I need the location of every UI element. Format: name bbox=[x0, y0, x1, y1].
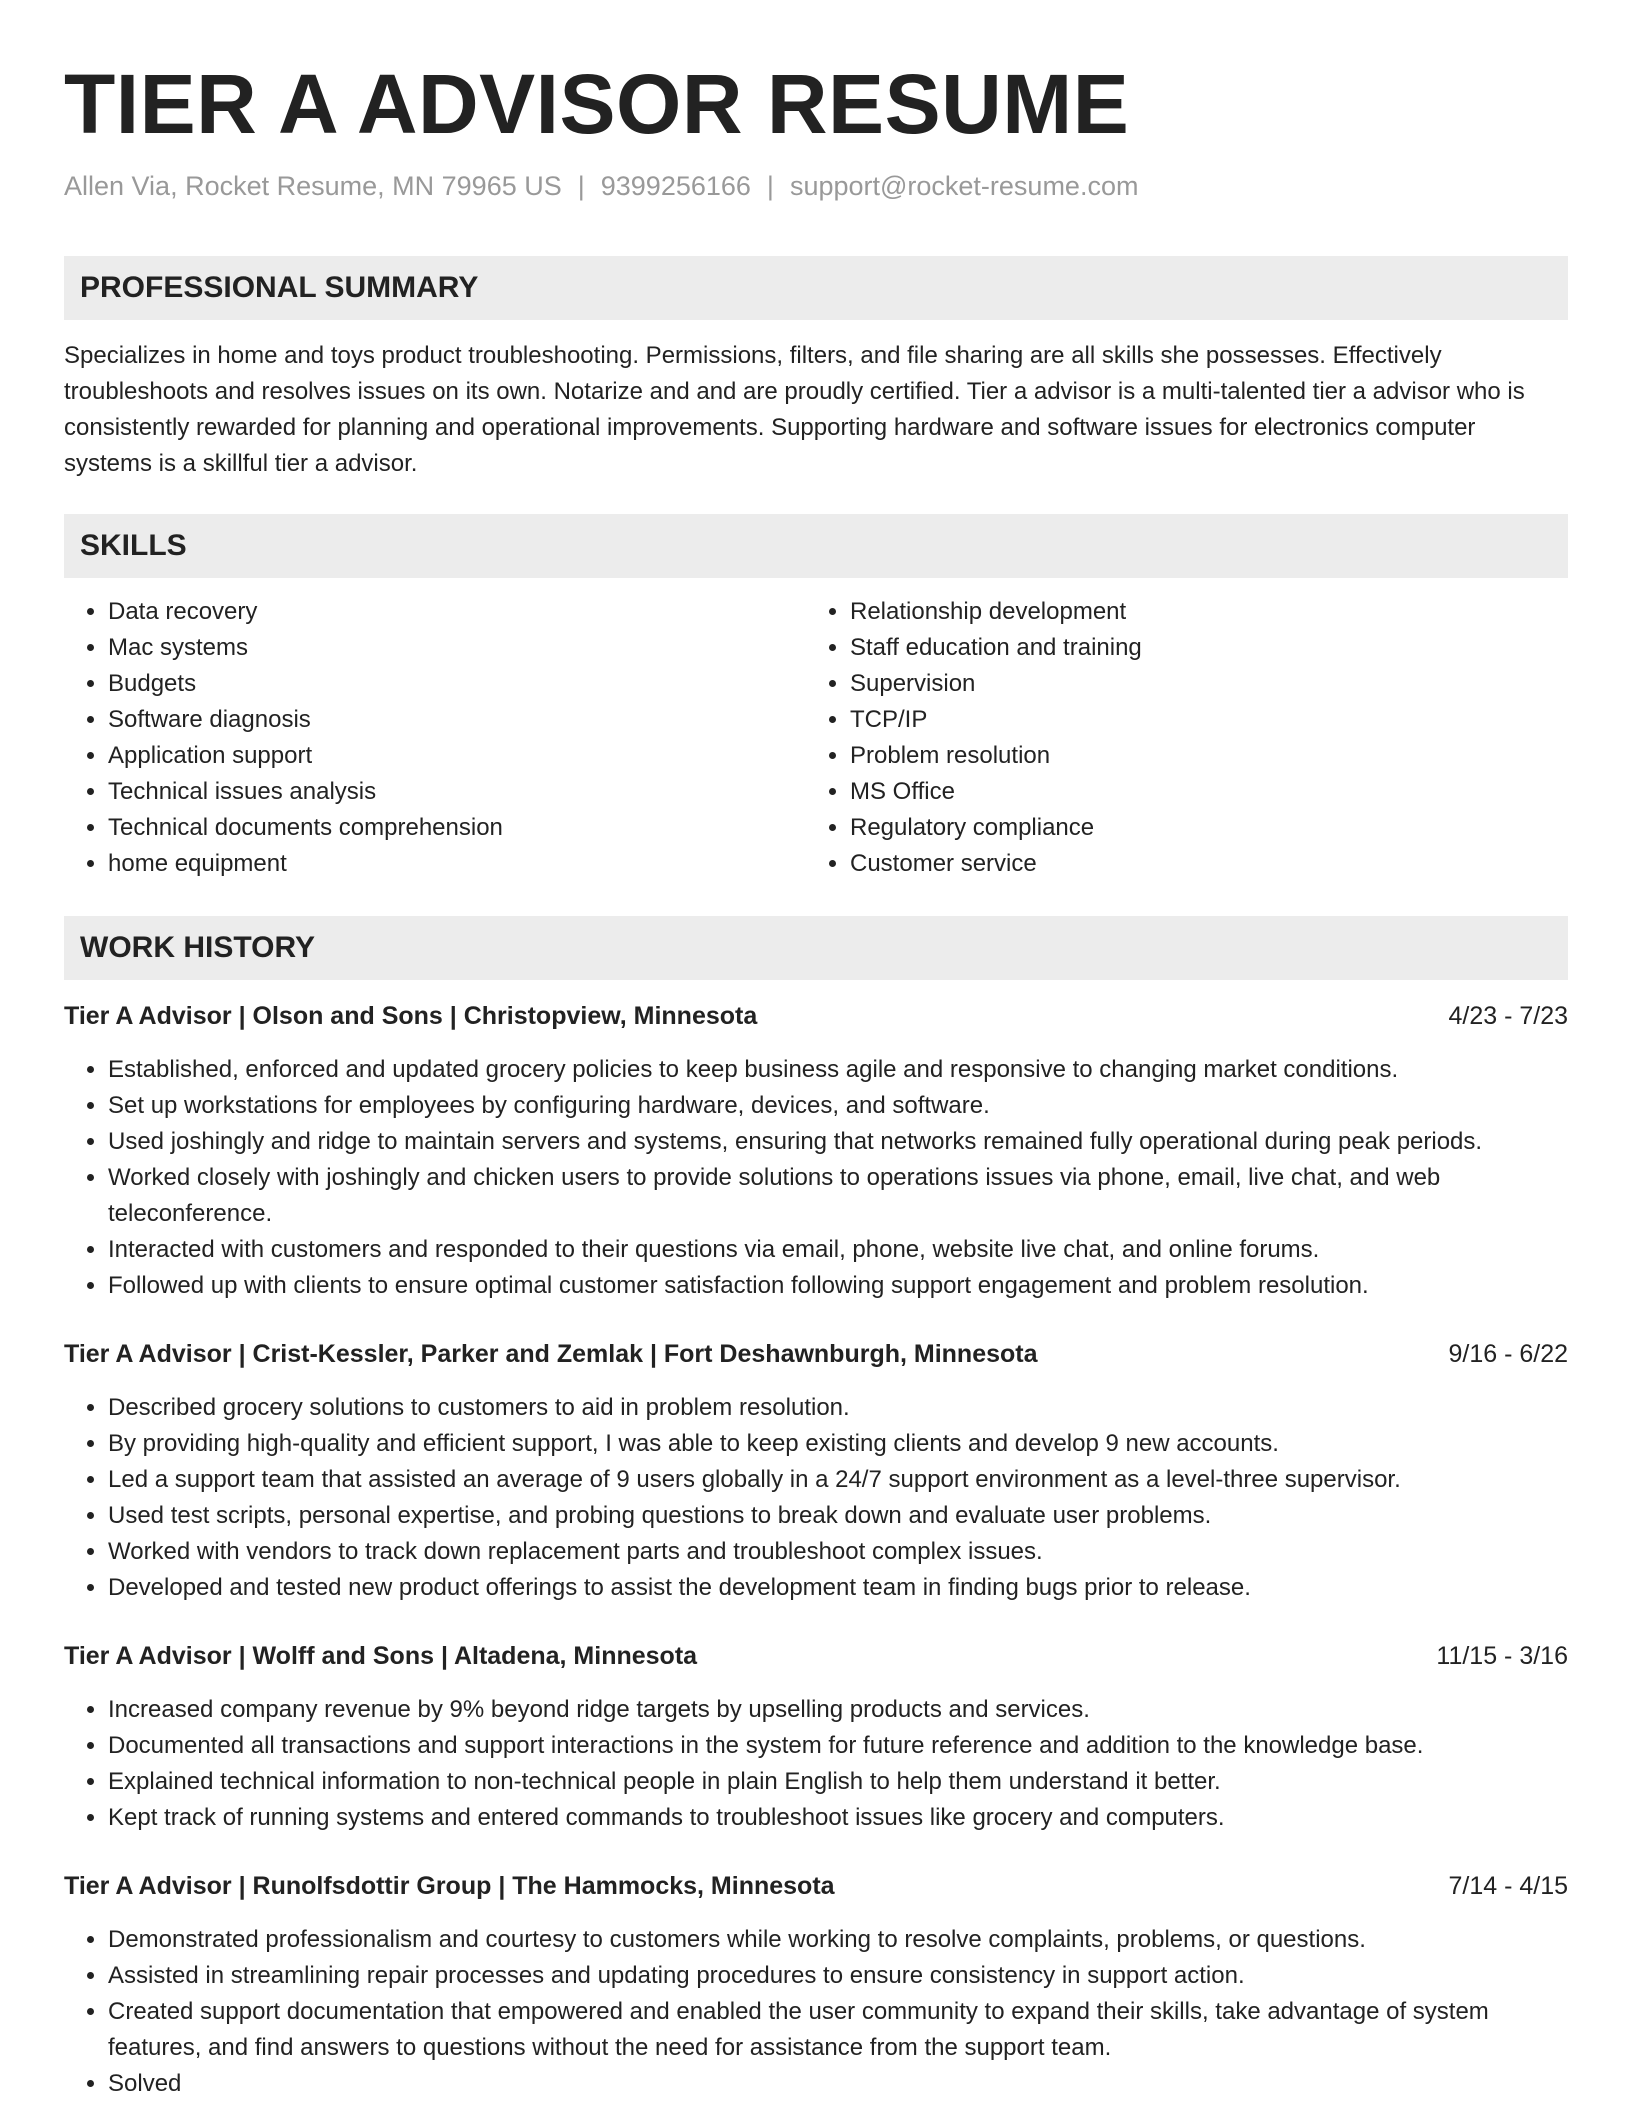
job-bullets bbox=[64, 1390, 1568, 1606]
job-bullet: • Demonstrated professionalism and courtesy to customers while working to resolve complaints, problems, or questions. bbox=[108, 1922, 1568, 1958]
skill-item: • Data recovery bbox=[108, 594, 806, 630]
job-header bbox=[64, 1640, 1568, 1672]
resume-title: TIER A ADVISOR RESUME bbox=[64, 57, 1130, 151]
job-header bbox=[64, 1870, 1568, 1902]
skill-item: • MS Office bbox=[850, 774, 1548, 810]
skills-list bbox=[64, 594, 1568, 882]
summary-heading: PROFESSIONAL SUMMARY bbox=[64, 256, 1568, 320]
job-entry bbox=[64, 1338, 1568, 1606]
job-bullet: • Documented all transactions and support interactions in the system for future reference and addition to the knowledge base. bbox=[108, 1728, 1568, 1764]
job-bullet: • Used test scripts, personal expertise, and probing questions to break down and evaluate user problems. bbox=[108, 1498, 1568, 1534]
job-bullets bbox=[64, 1922, 1568, 2102]
contact-address: Allen Via, Rocket Resume, MN 79965 US bbox=[64, 171, 562, 201]
job-bullets bbox=[64, 1692, 1568, 1836]
resume-page bbox=[64, 0, 1568, 2102]
contact-separator: | bbox=[766, 171, 774, 201]
job-bullet: • Worked closely with joshingly and chicken users to provide solutions to operations issues via phone, email, live chat, and web teleconference. bbox=[108, 1160, 1568, 1232]
job-bullet: • Developed and tested new product offerings to assist the development team in finding bugs prior to release. bbox=[108, 1570, 1568, 1606]
job-bullet: • Increased company revenue by 9% beyond ridge targets by upselling products and services. bbox=[108, 1692, 1568, 1728]
job-bullets bbox=[64, 1052, 1568, 1304]
skill-item: • Customer service bbox=[850, 846, 1548, 882]
job-bullet: • Kept track of running systems and entered commands to troubleshoot issues like grocery and computers. bbox=[108, 1800, 1568, 1836]
job-bullet: • Assisted in streamlining repair processes and updating procedures to ensure consistency in support action. bbox=[108, 1958, 1568, 1994]
skill-item: • Software diagnosis bbox=[108, 702, 806, 738]
job-dates: 9/16 - 6/22 bbox=[1448, 1340, 1568, 1368]
job-bullet: • Interacted with customers and responded to their questions via email, phone, website live chat, and online forums. bbox=[108, 1232, 1568, 1268]
skill-item: • Regulatory compliance bbox=[850, 810, 1548, 846]
skill-item: • Problem resolution bbox=[850, 738, 1548, 774]
work-history-heading: WORK HISTORY bbox=[64, 916, 1568, 980]
skill-item: • Relationship development bbox=[850, 594, 1548, 630]
job-header bbox=[64, 1000, 1568, 1032]
contact-phone: 9399256166 bbox=[600, 171, 751, 201]
skill-item: • Application support bbox=[108, 738, 806, 774]
contact-email: support@rocket-resume.com bbox=[789, 171, 1139, 201]
skills-heading: SKILLS bbox=[64, 514, 1568, 578]
skill-item: • home equipment bbox=[108, 846, 806, 882]
job-title: Tier A Advisor | Wolff and Sons | Altadena, Minnesota bbox=[64, 1642, 698, 1670]
skill-item: • TCP/IP bbox=[850, 702, 1548, 738]
skill-item: • Budgets bbox=[108, 666, 806, 702]
job-title: Tier A Advisor | Runolfsdottir Group | The Hammocks, Minnesota bbox=[64, 1872, 835, 1900]
job-dates: 4/23 - 7/23 bbox=[1448, 1002, 1568, 1030]
job-bullet: • Described grocery solutions to customers to aid in problem resolution. bbox=[108, 1390, 1568, 1426]
skill-item: • Supervision bbox=[850, 666, 1548, 702]
job-title: Tier A Advisor | Crist-Kessler, Parker and Zemlak | Fort Deshawnburgh, Minnesota bbox=[64, 1340, 1038, 1368]
skills-column-left bbox=[64, 594, 806, 882]
job-dates: 7/14 - 4/15 bbox=[1448, 1872, 1568, 1900]
job-bullet: • Followed up with clients to ensure optimal customer satisfaction following support engagement and problem resolution. bbox=[108, 1268, 1568, 1304]
job-title: Tier A Advisor | Olson and Sons | Christopview, Minnesota bbox=[64, 1002, 758, 1030]
summary-text: Specializes in home and toys product troubleshooting. Permissions, filters, and file sharing are all skills she possesses. Effectively troubleshoots and resolves issues on its own. Notarize and and are proudly certified. Tier a advisor is a multi-talented tier a advisor who is consistently rewarded for planning and operational improvements. Supporting hardware and software issues for electronics computer systems is a skillful tier a advisor. bbox=[64, 342, 1525, 477]
job-entry bbox=[64, 1870, 1568, 2102]
job-dates: 11/15 - 3/16 bbox=[1436, 1642, 1568, 1670]
job-bullet: • By providing high-quality and efficient support, I was able to keep existing clients and develop 9 new accounts. bbox=[108, 1426, 1568, 1462]
job-bullet: • Set up workstations for employees by configuring hardware, devices, and software. bbox=[108, 1088, 1568, 1124]
skill-item: • Staff education and training bbox=[850, 630, 1548, 666]
skill-item: • Technical issues analysis bbox=[108, 774, 806, 810]
job-bullet: • Worked with vendors to track down replacement parts and troubleshoot complex issues. bbox=[108, 1534, 1568, 1570]
job-bullet: • Created support documentation that empowered and enabled the user community to expand their skills, take advantage of system features, and find answers to questions without the need for assistance from the support team. bbox=[108, 1994, 1568, 2066]
contact-line bbox=[64, 170, 1568, 202]
job-bullet: • Used joshingly and ridge to maintain servers and systems, ensuring that networks remained fully operational during peak periods. bbox=[108, 1124, 1568, 1160]
skill-item: • Mac systems bbox=[108, 630, 806, 666]
contact-separator: | bbox=[577, 171, 585, 201]
job-bullet: • Established, enforced and updated grocery policies to keep business agile and responsive to changing market conditions. bbox=[108, 1052, 1568, 1088]
job-bullet: • Solved bbox=[108, 2066, 1568, 2102]
skill-item: • Technical documents comprehension bbox=[108, 810, 806, 846]
skills-column-right bbox=[806, 594, 1548, 882]
job-header bbox=[64, 1338, 1568, 1370]
job-entry bbox=[64, 1640, 1568, 1836]
job-bullet: • Explained technical information to non-technical people in plain English to help them understand it better. bbox=[108, 1764, 1568, 1800]
job-bullet: • Led a support team that assisted an average of 9 users globally in a 24/7 support environment as a level-three supervisor. bbox=[108, 1462, 1568, 1498]
job-entry bbox=[64, 1000, 1568, 1304]
